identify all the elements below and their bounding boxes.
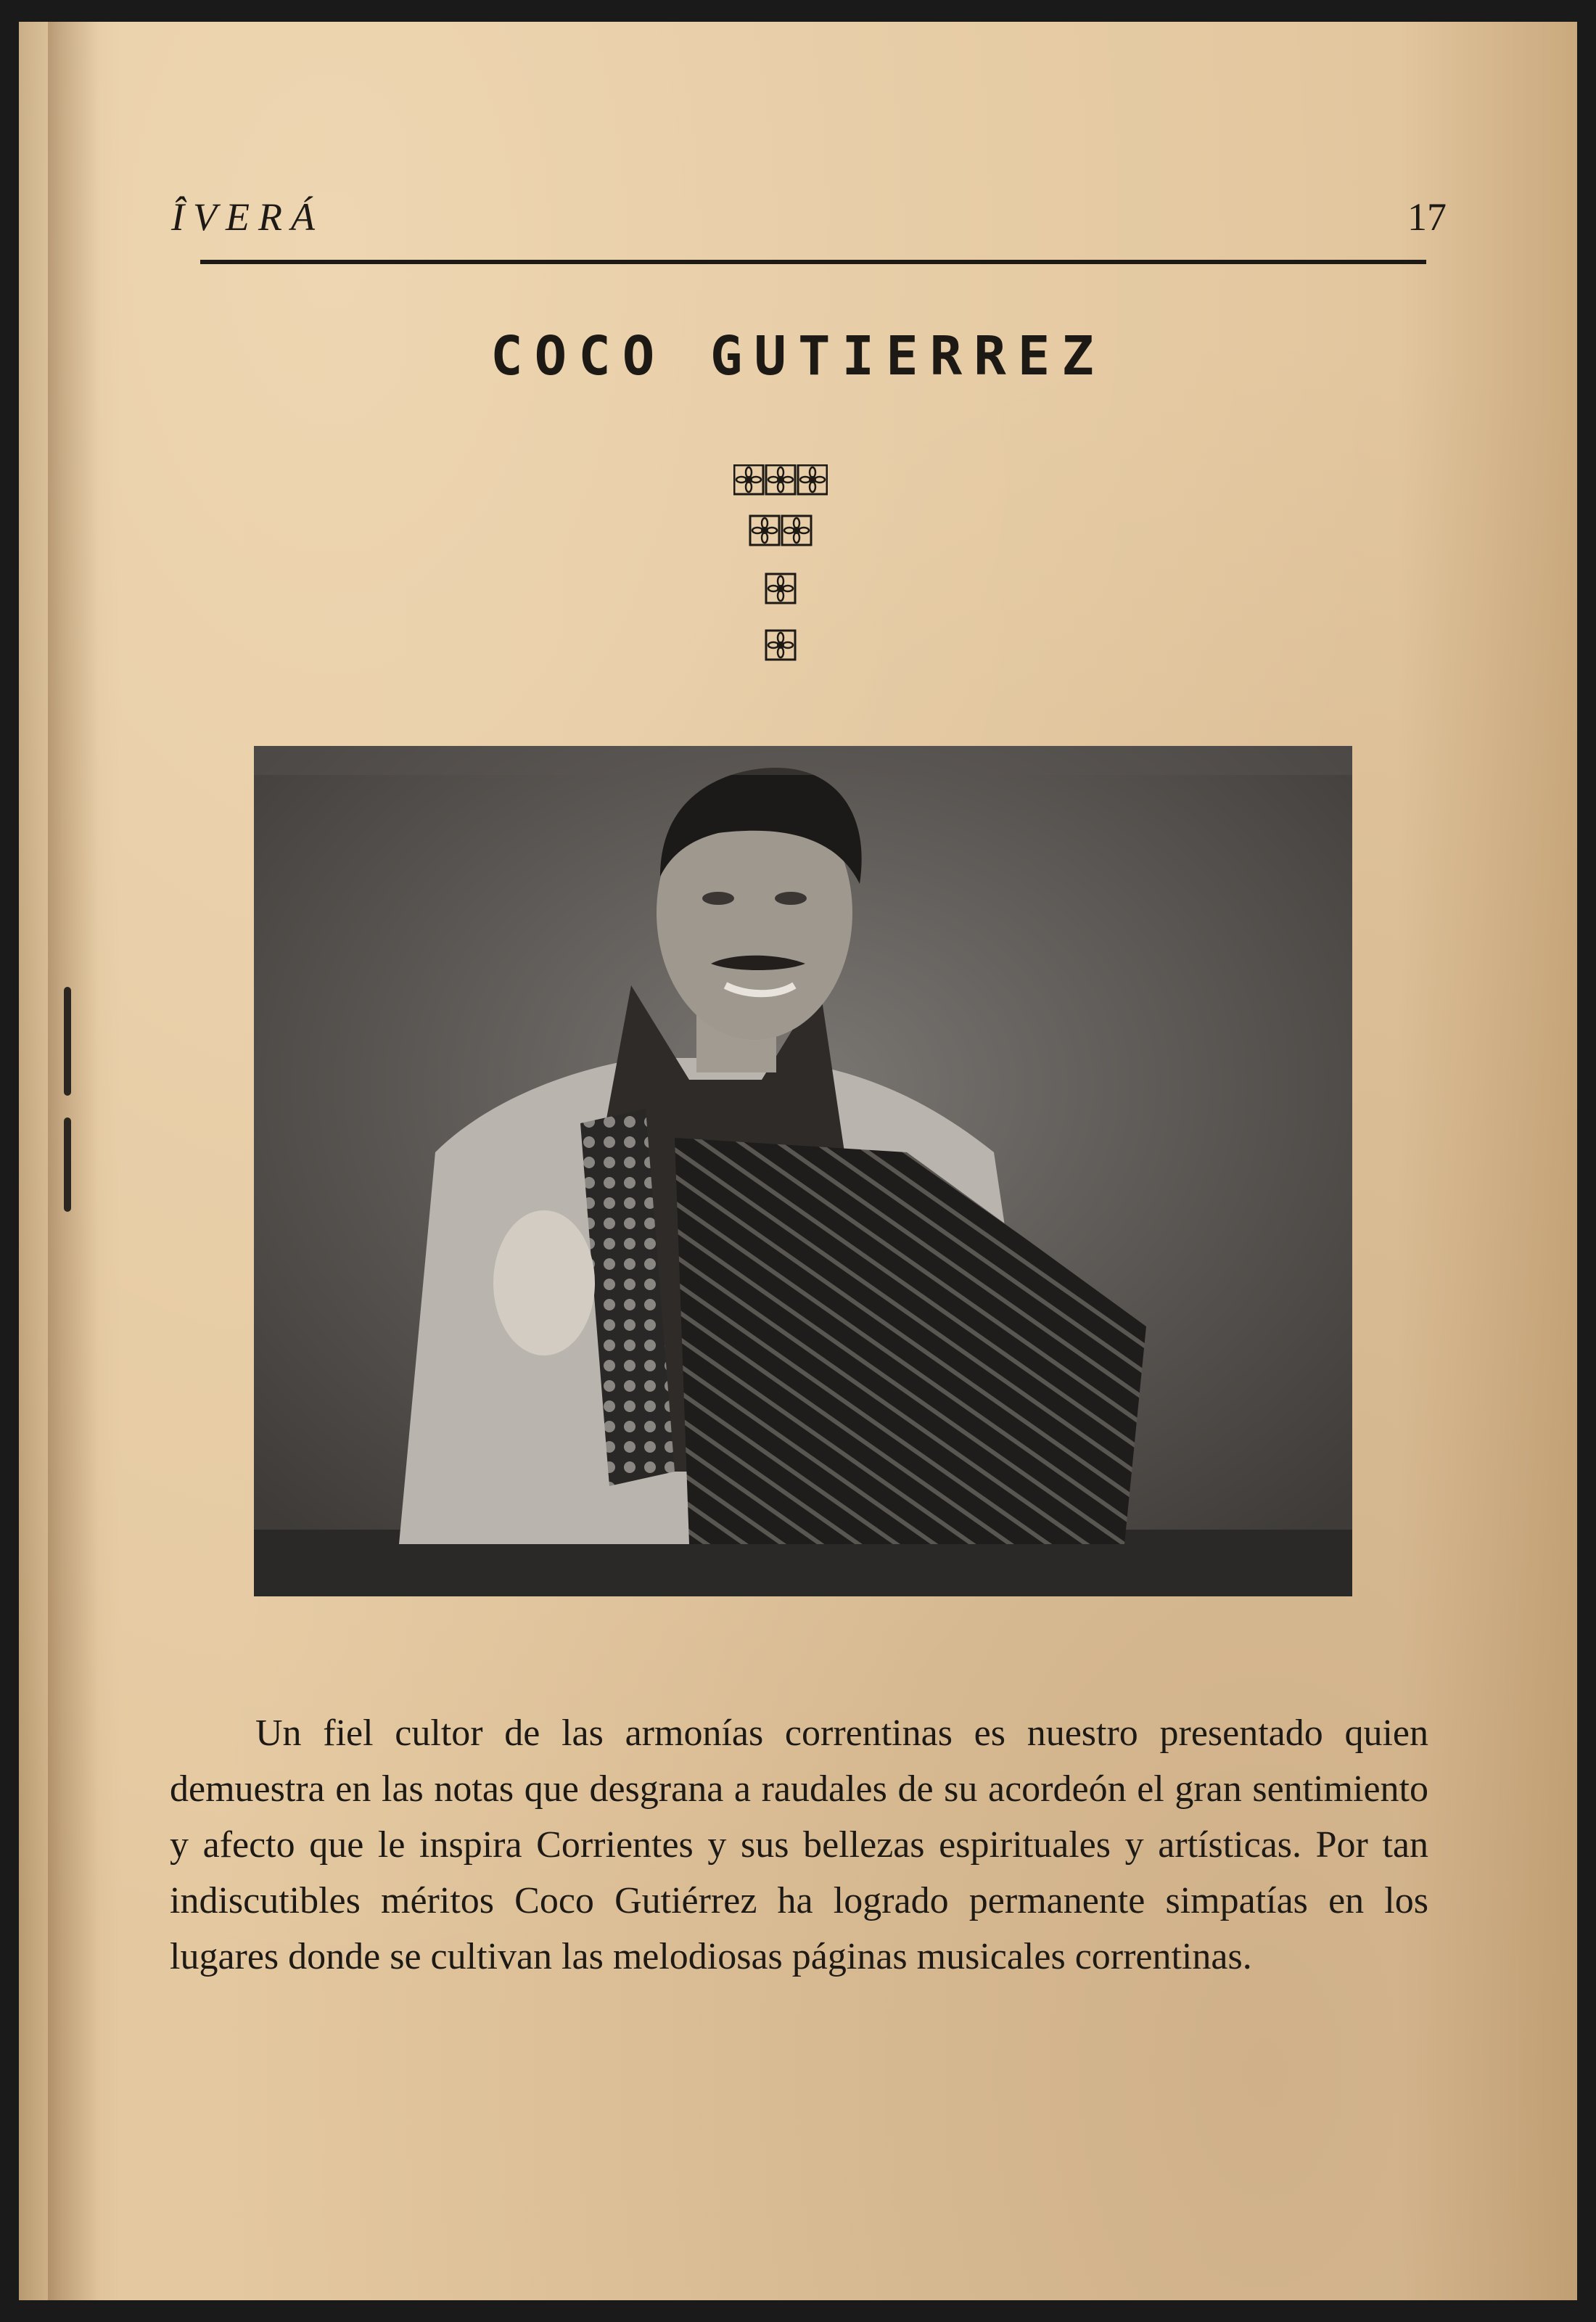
header-rule [200,260,1426,264]
article-title: COCO GUTIERREZ [490,325,1106,387]
page-number: 17 [1407,195,1447,239]
article-body [170,1705,1428,1985]
magazine-page [19,22,1577,2300]
staple [64,1117,71,1212]
magazine-name: ÎVERÁ [171,195,324,239]
accordionist-photo [254,746,1352,1596]
staple [64,987,71,1096]
article-paragraph: Un fiel cultor de las armonías correntinas es nuestro presentado quien demuestra en las notas que desgrana a raudales de su acordeón el gran sentimiento y afecto que le inspira Corrientes y sus bellezas espirituales y artísticas. Por tan indiscutibles méritos Coco Gutiérrez ha logrado permanente simpatías en los lugares donde se cultivan las melodiosas páginas musicales correntinas. [170,1712,1428,1977]
floral-ornament-icon [733,464,828,682]
